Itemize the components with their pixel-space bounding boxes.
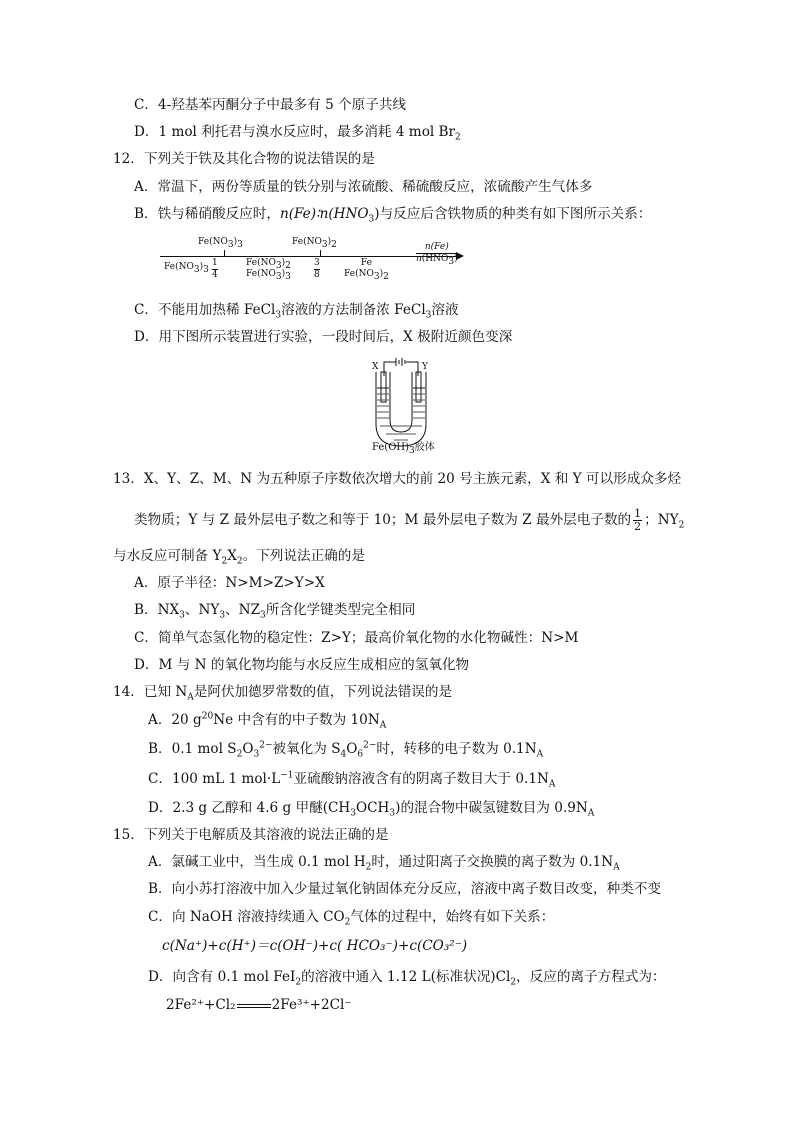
q14-stem: 14．已知 $N_A$是阿伏加德罗常数的值，下列说法错误的是: [113, 684, 453, 703]
q13-stem-line-3: 与水反应可制备 $Y_2X_2$。下列说法正确的是: [113, 548, 365, 567]
tick-3-8: [320, 250, 321, 256]
q14-option-b: B．0.1 mol $S_2O_3^{2-}$被氧化为 $S_4O_6^{2-}$时，转移的电子数为 $0.1N_A$: [148, 740, 544, 760]
q15-equation-c: c(Na⁺)+c(H⁺)＝c(OH⁻)+c( HCO₃⁻)+c(CO₃²⁻): [162, 938, 468, 954]
fig-caption: $Fe(OH)_3$胶体: [372, 442, 435, 456]
q15-option-c: C．向 NaOH 溶液持续通入 $CO_2$气体的过程中，始终有如下关系：: [148, 909, 555, 928]
electrode-y-label: Y: [422, 362, 428, 372]
q13-stem-line-1: 13．X、Y、Z、M、N 为五种原子序数依次增大的前 20 号主族元素，X 和 Y 可以形成众多烃: [113, 471, 682, 487]
frac-3-8: 3 8: [314, 258, 320, 280]
q14-option-a: A．20 $g^{20}Ne$ 中含有的中子数为 $10N_A$: [148, 711, 387, 731]
tick-1-4: [224, 250, 225, 256]
fraction-1-2: $\frac{1}{2}$: [634, 507, 642, 533]
q11-option-c: C．4-羟基苯丙酮分子中最多有 5 个原子共线: [134, 97, 407, 113]
q14-option-c: C．100 mL 1 $mol\cdot L^{-1}$亚硫酸钠溶液含有的阴离子数目大于 $0.1N_A$: [148, 770, 556, 790]
q12-option-a: A．常温下，两份等质量的铁分别与浓硫酸、稀硫酸反应，浓硫酸产生气体多: [134, 179, 593, 195]
frac-1-4: 1 4: [212, 258, 218, 280]
q15-option-d: D．向含有 0.1 mol FeI$_2$的溶液中通入 1.12 L(标准状况)$Cl_2$，反应的离子方程式为：: [148, 969, 666, 988]
label-top-2: $Fe(NO_3)_2$: [292, 237, 337, 250]
q13-option-b: B．$NX_3$、$NY_3$、$NZ_3$所含化学键类型完全相同: [134, 602, 416, 621]
label-ratio: n(Fe) $n(HNO_3)$: [416, 242, 458, 267]
q12-stem: 12．下列关于铁及其化合物的说法错误的是: [113, 151, 375, 167]
q15-option-b: B．向小苏打溶液中加入少量过氧化钠固体充分反应，溶液中离子数目改变，种类不变: [148, 881, 661, 897]
q13-option-d: D．M 与 N 的氧化物均能与水反应生成相应的氢氧化物: [134, 657, 470, 673]
electrode-x-label: X: [372, 362, 379, 372]
q11-option-d: D．1 mol 利托君与溴水反应时，最多消耗 4 mol $Br_2$: [134, 124, 461, 143]
fe-hno3-number-line: [160, 232, 480, 282]
q15-equation-d: 2Fe²⁺+Cl₂ 2Fe³⁺+2Cl⁻: [166, 997, 352, 1013]
q14-option-d: D．2.3 g 乙醇和 4.6 g 甲醚$(CH_3OCH_3)$的混合物中碳氢键数目为 $0.9N_A$: [148, 800, 595, 819]
label-top-1: $Fe(NO_3)_3$: [198, 237, 243, 250]
axis-line: [160, 256, 460, 257]
q13-option-a: A．原子半径：N>M>Z>Y>X: [134, 575, 325, 591]
q13-option-c: C．简单气态氢化物的稳定性：Z>Y；最高价氧化物的水化物碱性：N>M: [134, 630, 579, 646]
equals-arrow-icon: [237, 1002, 271, 1010]
q13-stem-line-2: 类物质；Y 与 Z 最外层电子数之和等于 10；M 最外层电子数为 Z 最外层电子数的 $\frac{1}{2}$ ；$NY_2$: [134, 507, 685, 533]
q15-stem: 15．下列关于电解质及其溶液的说法正确的是: [113, 827, 389, 843]
label-mid-1: $Fe(NO_3)_2$ $Fe(NO_3)_3$: [246, 258, 291, 282]
q12-option-c: C．不能用加热稀 FeCl$_3$溶液的方法制备浓 FeCl$_3$溶液: [134, 302, 459, 321]
q12-option-d: D．用下图所示装置进行实验，一段时间后，X 极附近颜色变深: [134, 329, 513, 345]
label-left: $Fe(NO_3)_3$: [164, 262, 209, 275]
q12-option-b: B．铁与稀硝酸反应时，$n(Fe)∶n(HNO_3)$与反应后含铁物质的种类有如下图所示关系：: [134, 206, 652, 225]
label-mid-2: Fe $Fe(NO_3)_2$: [344, 258, 389, 282]
q15-option-a: A．氯碱工业中，当生成 0.1 mol $H_2$时，通过阳离子交换膜的离子数为 $0.1N_A$: [148, 854, 620, 873]
